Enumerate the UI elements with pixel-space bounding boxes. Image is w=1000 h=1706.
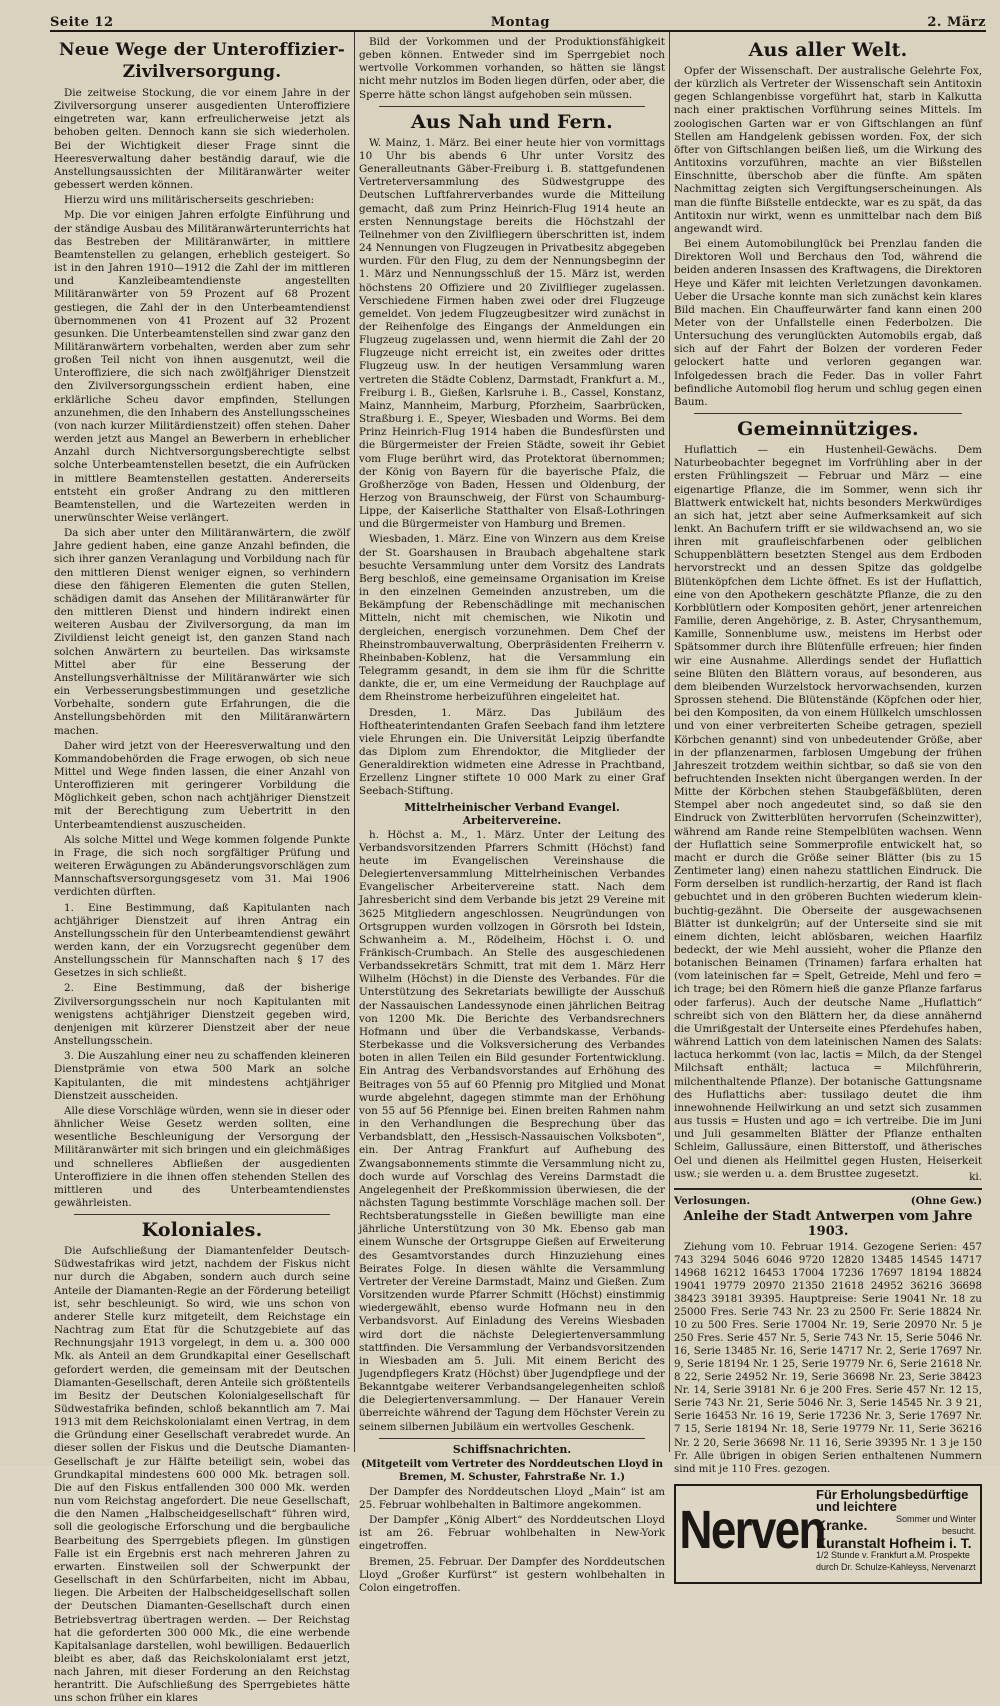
divider [674,1188,982,1190]
subheading-note: (Mitgeteilt vom Vertreter des Norddeutschen Lloyd in Bremen, M. Schuster, Fahrstraße Nr. 1.) [361,1458,663,1483]
paragraph: Die Aufschließung der Diamantenfelder Deutsch-Südwestafrikas wird jetzt, nachdem der Fiskus nicht nur durch die Abgaben, sondern auch durch seine Anteile der Diamanten-Regie an der Förderung beteiligt ist, sehr beschleunigt. So wird, wie uns schon von anderer Stelle kurz mitgeteilt, dem Reichstage ein Nachtrag zum Etat für die Schutzgebiete auf das Rechnungsjahr 1913 vorgelegt, in dem u. a. 300 000 Mk. als Anteil an dem Grundkapital einer Gesellschaft gefordert werden, die gemeinsam mit der Deutschen Diamanten-Gesellschaft, deren Anteile sich größtenteils im Besitz der Deutschen Kolonialgesellschaft für Südwestafrika befinden, schloß bekanntlich am 7. Mai 1913 mit dem Reichskolonialamt einen Vertrag, in dem die Gründung einer Gesellschaft verabredet wurde. An dieser sollen der Fiskus und die Deutsche Diamanten-Gesellschaft je zur Hälfte beteiligt sein, wobei das Grundkapital mindestens 600 000 Mk. betragen soll. Die auf den Fiskus entfallenden 300 000 Mk. werden nun vom Reichstag angefordert. Die neue Gesellschaft, die den Namen „Halbscheidgesellschaft“ führen wird, soll die geologische Erforschung und die bergbauliche Bearbeitung des Sperrgebiets pflegen. Im günstigen Falle ist ein Ergebnis erst nach mehreren Jahren zu erwarten. Einstweilen soll der Schwerpunkt der Gesellschaft in den Schürfarbeiten, nicht im Abbau, liegen. Die Arbeiten der Halbscheidgesellschaft sollen der Deutschen Diamanten-Gesellschaft durch einen Betriebsvertrag übertragen werden. — Der Reichstag hat die geforderten 300 000 Mk., die eine werbende Kapitalsanlage darstellen, wohl bewilligen. Bedauerlich bleibt es aber, daß das Reichskolonialamt erst jetzt, nach Jahren, mit dieser Forderung an den Reichstag herantritt. Die Aufschließung des Sperrgebietes hätte uns schon früher ein klares [54,1245,350,1705]
ad-line: Kuranstalt Hofheim i. T. [816,1534,972,1551]
paragraph: Dresden, 1. März. Das Jubiläum des Hoftheaterintendanten Grafen Seebach fand ihm letztere viele Ehrungen ein. Die Universität Leipzig überfandte das Diplom zum Ehrendoktor, die Mitglieder der Generaldirektion widmeten eine Adresse in Prachtband, Erzellenz Lingner stiftete 10 000 Mark zu einer Graf Seebach-Stiftung. [359,706,665,798]
subheading: Schiffsnachrichten. [452,1442,572,1456]
section-title: Aus aller Welt. [748,39,908,61]
paragraph: Die zeitweise Stockung, die vor einem Jahre in der Zivilversorgung unserer ausgedienten Unteroffiziere eingetreten war, kann erfreulicherweise jetzt als behoben gelten. Dennoch kann sie sich wiederholen. Bei der Wichtigkeit dieser Frage sinnt die Heeresverwaltung daher beständig darauf, wie die Anstellungsaussichten der Militäranwärter weiter gebessert werden können. [54,87,350,192]
divider [379,106,645,107]
paragraph: W. Mainz, 1. März. Bei einer heute hier von vormittags 10 Uhr bis abends 6 Uhr unter Vorsitz des Generalleutnants Gäber-Freiburg i. B. stattgefundenen Vertreterversammlung des Südwestgruppe des Deutschen Luftfahrerverbandes wurde die Mitteilung gemacht, daß zum Prinz Heinrich-Flug 1914 heute an ersten Nennungstage bereits die Höchstzahl der Teilnehmer von den Zivilfliegern überschritten ist, indem 24 Nennungen von Flugzeugen in Privatbesitz abgegeben wurden. Für den Flug, zu dem der Nennungsbeginn der 1. März und Nennungsschluß der 15. März ist, werden höchstens 20 Offiziere und 20 Zivilflieger zugelassen. Verschiedene Firmen haben zwei oder drei Flugzeuge gemeldet. Von jedem Flugzeugbesitzer wird zunächst in der Reihenfolge des Eingangs der Anmeldungen ein Flugzeug zugelassen und, wenn hiermit die Zahl der 20 Flugzeuge nicht erreicht ist, ein zweites oder drittes Flugzeug usw. In der heutigen Versammlung waren vertreten die Städte Coblenz, Darmstadt, Frankfurt a. M., Freiburg i. B., Gießen, Karlsruhe i. B., Cassel, Konstanz, Mainz, Mannheim, Marburg, Pforzheim, Saarbrücken, Straßburg i. E., Speyer, Wiesbaden und Worms. Bei dem Prinz Heinrich-Flug 1914 haben die Bundesfürsten und die Bürgermeister der Freien Städte, soweit ihr Gebiet vom Fluge berührt wird, das Protektorat übernommen; der König von Bayern für die bayerische Pfalz, die Großherzöge von Baden, Hessen und Oldenburg, der Herzog von Braunschweig, der Fürst von Schaumburg-Lippe, der Kaiserliche Statthalter von Elsaß-Lothringen und die Bürgermeister von Hamburg und Bremen. [359,136,665,531]
paragraph: Mp. Die vor einigen Jahren erfolgte Einführung und der ständige Ausbau des Militäranwärterunterrichts hat das Bestreben der Militäranwärter, in mittlere Beamtenstellen zu gelangen, erheblich gesteigert. So ist in den Jahren 1910—1912 die Zahl der im mittleren und Kanzleibeamtendienste angestellten Militäranwärter von 59 Prozent auf 68 Prozent gestiegen, die Zahl der in den Unterbeamtendienst übernommenen von 41 Prozent auf 32 Prozent gesunken. Die Unterbeamtenstellen sind zwar ganz den Militäranwärtern vorbehalten, werden aber zum sehr großen Teil nicht von ihnen ausgenutzt, weil die Unteroffiziere, die sich nach zwölfjähriger Dienstzeit den Zivilversorgungsschein erdient haben, eine erklärliche Scheu davor empfinden, Stellungen anzunehmen, die den Inhabern des Anstellungsscheines (von nach kurzer Militärdienstzeit) offen stehen. Daher werden jetzt aus Mangel an Bewerbern in erheblicher Anzahl durch Nichtversorgungsberechtigte selbst solche Unterbeamtenstellen besetzt, die ein Aufrücken in mittlere Beamtenstellen gestatten. Andererseits entsteht ein großer Andrang zu den mittleren Beamtenstellen, und die Wartezeiten werden in unerwünschter Weise verlängert. [54,209,350,524]
continued-text: Bild der Vorkommen und der Produktionsfähigkeit geben können. Entweder sind im Sperrgebiet noch wertvolle Vorkommen vorhanden, so hätten sie längst nicht mehr nutzlos im Boden liegen dürfen, oder aber, die Sperre hätte schon längst aufgehoben sein müssen. [359,36,665,101]
ad-line: 1/2 Stunde v. Frankfurt a.M. Prospekte [816,1549,970,1560]
lottery-title: Anleihe der Stadt Antwerpen vom Jahre 1903. [683,1208,973,1239]
divider [694,413,962,414]
divider [379,1438,645,1439]
ad-headline: Nerven [679,1499,825,1560]
section-body [54,1245,350,1705]
paragraph: 3. Die Auszahlung einer neu zu schaffenden kleineren Dienstprämie von etwa 500 Mark an solche Kapitulanten, die mit mindestens achtjähriger Dienstzeit ausscheiden. [54,1050,350,1102]
section-title: Koloniales. [141,1219,263,1242]
page-header [50,4,986,32]
lottery-header [674,1195,982,1207]
paragraph: Daher wird jetzt von der Heeresverwaltung und den Kommandobehörden die Frage erwogen, ob sich neue Mittel und Wege finden lassen, die einer Anzahl von Unteroffizieren mit geringerer Vorbildung die Möglichkeit geben, schon nach achtjähriger Dienstzeit mit der Berechtigung zum Uebertritt in den Unterbeamtendienst auszuscheiden. [54,739,350,831]
ad-line: Für Erholungsbedürftige und leichtere [816,1486,969,1514]
section-title: Aus Nah und Fern. [411,110,613,133]
paragraph: Hierzu wird uns militärischerseits geschrieben: [64,194,315,207]
paragraph: Alle diese Vorschläge würden, wenn sie in dieser oder ähnlicher Weise Gesetz werden sollten, eine wesentliche Beschleunigung der Versorgung der Militäranwärter mit sich bringen und ein gleichmäßiges und schnelleres Abfließen der ausgedienten Unteroffiziere in die ihnen offen stehenden Stellen des mittleren und des Unterbeamtendienstes gewährleisten. [54,1104,350,1209]
signature: ki. [969,1170,982,1183]
section-body [674,444,982,1181]
lottery-label: Verlosungen. [674,1194,751,1207]
date: 2. März [927,15,986,30]
lottery-results: Ziehung vom 10. Februar 1914. Gezogene Serien: 457 743 3294 5046 6046 9720 12820 13485 14545 14717 14968 16212 16453 17004 17236 17697 18194 18824 19041 19779 20970 21350 21618 24952 36216 36698 38423 39181 39395. Hauptpreise: Serie 19041 Nr. 18 zu 25000 Fres. Serie 743 Nr. 23 zu 2500 Fr. Serie 18824 Nr. 10 zu 500 Fres. Serie 17004 Nr. 19, Serie 20970 Nr. 5 je 250 Fres. Serie 457 Nr. 5, Serie 743 Nr. 15, Serie 5046 Nr. 16, Serie 13485 Nr. 16, Serie 14717 Nr. 2, Serie 17697 Nr. 9, Serie 18194 Nr. 1 25, Serie 19779 Nr. 6, Serie 21618 Nr. 8 22, Serie 24952 Nr. 19, Serie 36698 Nr. 23, Serie 38423 Nr. 14, Serie 39181 Nr. 6 je 200 Fres. Serie 457 Nr. 12 15, Serie 743 Nr. 21, Serie 5046 Nr. 3, Serie 14545 Nr. 3 9 21, Serie 16453 Nr. 16 19, Serie 17236 Nr. 3, Serie 17697 Nr. 7 15, Serie 18194 Nr. 18, Serie 19779 Nr. 11, Serie 36216 Nr. 2 20, Serie 36698 Nr. 11 16, Serie 39395 Nr. 1 3 je 150 Fr. Alle übrigen in obigen Serien enthaltenen Nummern sind mit je 110 Fres. gezogen. [674,1241,982,1475]
paragraph: Wiesbaden, 1. März. Eine von Winzern aus dem Kreise der St. Goarshausen in Braubach abgehaltene stark besuchte Versammlung unter dem Vorsitz des Landrats Berg beschloß, eine gemeinsame Organisation im Kreise in den einzelnen Gemeinden anzustreben, um die Bekämpfung der Rebenschädlinge mit mechanischen Mitteln, nicht mit chemischen, wie Nikotin und dergleichen, energisch vorzunehmen. Dem Chef der Rheinstrombauverwaltung, Oberpräsidenten Freiherrn v. Rheinbaben-Koblenz, hat die Versammlung ein Telegramm gesandt, in dem sie ihm für die Schritte dankte, die er, um eine Vermeidung der Rauchplage auf dem Rheinstrome herbeizuführen eingeleitet hat. [359,533,665,704]
paragraph: Der Dampfer des Norddeutschen Lloyd „Main“ ist am 25. Februar wohlbehalten in Baltimore angekommen. [359,1485,665,1511]
paragraph: 1. Eine Bestimmung, daß Kapitulanten nach achtjähriger Dienstzeit auf ihren Antrag ein Anstellungsschein für den Unterbeamtendienst gewährt werden kann, der ein Vorzugsrecht gegenüber dem Anstellungsschein für Mannschaften nach § 17 des Gesetzes in sich schließt. [54,901,350,980]
ad-text [816,1486,980,1582]
ad-line: Kranke. [816,1516,868,1533]
paragraph: Der Dampfer „König Albert“ des Norddeutschen Lloyd ist am 26. Februar wohlbehalten in New-York eingetroffen. [359,1514,665,1553]
column-3 [670,32,986,1572]
section-title: Gemeinnütziges. [737,418,919,441]
paragraph: 2. Eine Bestimmung, daß der bisherige Zivilversorgungsschein nur noch Kapitulanten mit wenigstens achtjähriger Dienstzeit gegeben wird, denjenigen mit kürzerer Dienstzeit aber der neue Anstellungsschein. [54,982,350,1048]
paragraph: Opfer der Wissenschaft. Der australische Gelehrte Fox, der kürzlich als Vertreter der Wissenschaft sein Antitoxin gegen Schlangenbisse vorgeführt hat, starb in Kalkutta nach einer praktischen Vorführung seines Mittels. Im zoologischen Garten war er von Giftschlangen an fünf Stellen am Handgelenk gebissen worden. Fox, der sich öfter von Giftschlangen beißen ließ, um die Wirkung des Antitoxins vorzuführen, machte an vier Bißstellen Einschnitte, überschob aber die fünfte. Am späten Nachmittag zeigten sich Vergiftungserscheinungen. Als man die fünfte Bißstelle entdeckte, war es zu spät, da das Antitoxin nur wirkt, wenn es unmittelbar nach dem Biß angewandt wird. [674,65,982,235]
paragraph: Bremen, 25. Februar. Der Dampfer des Norddeutschen Lloyd „Großer Kurfürst“ ist gestern wohlbehalten in Colon eingetroffen. [359,1555,665,1594]
section-body [674,65,982,409]
section-body [359,1486,665,1595]
section-body [359,829,665,1434]
lottery-note: (Ohne Gew.) [910,1194,982,1207]
paragraph: Da sich aber unter den Militäranwärtern, die zwölf Jahre gedient haben, eine ganze Anzahl befinden, die sich ihrer ganzen Veranlagung und Vorbildung nach für den mittleren Dienst weniger eignen, so verhindern diese den fähigeren Elementen die guten Stellen, schädigen damit das Ansehen der Militäranwärter für den mittleren Dienst und hindern indirekt einen weiteren Ausbau der Zivilversorgung, da man im Zivildienst leicht geneigt ist, den ganzen Stand nach solchen Anwärtern zu beurteilen. Das wirksamste Mittel aber für eine Besserung der Anstellungsverhältnisse der Militäranwärter wie sich ein Verbesserungsbestimmungen und gesetzliche Vorbehalte, sondern gute Erfahrungen, die die Anstellungsbehörden mit den Militäranwärtern machen. [54,527,350,737]
columns [50,32,986,1705]
weekday: Montag [490,15,550,30]
ad-line: Sommer und Winter besucht. [895,1513,976,1536]
subheading: Mittelrheinischer Verband Evangel. Arbeitervereine. [404,800,620,827]
article-title: Neue Wege der Unteroffizier-Zivilversorgung. [59,40,345,82]
section-body [359,137,665,799]
page-number: Seite 12 [50,15,114,30]
paragraph: Bei einem Automobilunglück bei Prenzlau fanden die Direktoren Woll und Berchaus den Tod, während die beiden anderen Insassen des Kraftwagens, die Direktoren Heye und Käfer mit leichten Verletzungen davonkamen. Ueber die Ursache konnte man sich zunächst kein klares Bild machen. Ein Chauffeurwärter fand kann einen 200 Meter von der Unfallstelle einen Federbolzen. Die Untersuchung des verunglückten Automobils ergab, daß sich auf der Fahrt der Bolzen der vorderen Feder gelockert hatte und verloren gegangen war. Infolgedessen brach die Feder. Das in voller Fahrt befindliche Automobil flog herum und schlug gegen einen Baum. [674,238,982,408]
article-body [54,87,350,1210]
divider [74,1214,330,1215]
paragraph: Huflattich — ein Hustenheil-Gewächs. Dem Naturbeobachter begegnet im Vorfrühling aber in der ersten Frühlingszeit — Februar und März — eine eigenartige Pflanze, die im Sommer, wenn sich ihr Blattwerk entwickelt hat, nichts besonders Merkwürdiges an sich hat, jetzt aber seine Aufmerksamkeit auf sich lenkt. An Bachufern trifft er sie wildwachsend an, wo sie ihren mit graufleischfarbenen oder gelblichen Schuppenblättern besetzten Stengel aus dem Erdboden hervorstreckt und an dessen Spitze das goldgelbe Blütenköpfchen dem Lichte öffnet. Es ist der Huflattich, eine von den Apothekern geschätzte Pflanze, die zu den Korbblütlern oder Kompositen gehört, jener artenreichen Familie, deren Angehörige, z. B. Aster, Chrysanthemum, Kamille, Sonnenblume usw., meistens im Herbst oder Spätsommer durch ihre Blütenfülle erfreuen; hier finden wir eine Ausnahme. Allerdings sendet der Huflattich seine Blüten den Blättern voraus, auf besonderen, aus dem bleibenden Wurzelstock hervorwachsenden, kurzen Sprossen stehend. Die Blütenstände (Köpfchen oder hier, bei den Kompositen, da von einem Hüllkelch umschlossen und von einer verbreiterten Scheibe getragen, speziell Körbchen genannt) sind von unbedeutender Größe, aber in der pflanzenarmen, farblosen Umgebung der frühen Jahreszeit trotzdem weithin sichtbar, so daß sie von den befruchtenden Insekten nicht übergangen werden. In der Mitte der Körbchen stehen Staubgefäßblüten, deren Stempel aber noch angedeutet sind, so daß sie den Eindruck von Zwitterblüten hervorrufen (Scheinzwitter), während am Rande reine Stempelblüten wachsen. Wenn der Huflattich seine Sommerprofile entwickelt hat, so macht er durch die Größe seiner Blätter (bis zu 15 Zentimeter lang) einen nahezu stattlichen Eindruck. Die Form derselben ist rundlich-herzartig, der Rand ist flach gebuchtet und in den gröberen Buchten wiederum klein-buchtig-gezähnt. Die Oberseite der ausgewachsenen Blätter ist dunkelgrün; auf der Unterseite sind sie mit einem dichten, leicht ablösbaren, weichen Haarfilz bedeckt, der wie Mehl aussieht, woher die Pflanze den botanischen Beinamen (Trinamen) farfara erhalten hat (vom lateinischen far = Spelt, Getreide, Mehl und fero = ich trage; bei den Römern hieß die ganze Pflanze farfarus oder farferus). Auch der deutsche Name „Huflattich“ schreibt sich von den Blättern her, da diese annähernd die Umrißgestalt der Unterseite eines Pferdehufes haben, während Lattich von dem lateinischen Namen des Salats: lactuca herkommt (von lac, lactis = Milch, da der Stengel Milchsaft enthält; lactuca = Milchführerin, milchenthaltende Pflanze). Der botanische Gattungsname des Huflattichs aber: tussilago deutet die ihm innewohnende Heilwirkung an und setzt sich zusammen aus tussis = Husten und ago = ich vertreibe. Die im Juni und Juli gesammelten Blätter der Pflanze enthalten Schleim, Gallussäure, einen Bitterstoff, und ätherisches Oel und dienen als Heilmittel gegen Husten, Heiserkeit usw.; sie werden u. a. dem Brusttee zugesetzt. [674,444,982,1180]
ad-line: durch Dr. Schulze-Kahleyss, Nervenarzt [816,1561,976,1572]
paragraph: Als solche Mittel und Wege kommen folgende Punkte in Frage, die sich noch sorgfältiger Prüfung und weiteren Erwägungen zu Abänderungsvorschlägen zum Mannschaftsversorgungsgesetz vom 31. Mai 1906 verdichten dürften. [54,833,350,899]
ad-row [816,1513,976,1537]
paragraph: h. Höchst a. M., 1. März. Unter der Leitung des Verbandsvorsitzenden Pfarrers Schmitt (Höchst) fand heute im Evangelischen Vereinshause die Delegiertenversammlung Mittelrheinischen Verbandes Evangelischer Arbeitervereine statt. Nach dem Jahresbericht sind dem Verbande bis jetzt 29 Vereine mit 3625 Mitgliedern angeschlossen. Neugründungen von Ortsgruppen wurden vollzogen in Görsroth bei Idstein, Schwanheim a. M., Rödelheim, Höchst i. O. und Fränkisch-Crumbach. An Stelle des ausgeschiedenen Verbandssekretärs Schmitt, trat mit dem 1. März Herr Wilhelm (Höchst) in die Dienste des Verbandes. Für die Unterstützung des Sekretariats bewilligte der Ausschuß der Nassauischen Landessynode einen jährlichen Beitrag von 1200 Mk. Die Berichte des Verbandsrechners Hofmann und über die Verbandskasse, Verbands-Sterbekasse und die Volksversicherung des Verbandes boten in allen Teilen ein Bild gesunder Fortentwicklung. Ein Antrag des Verbandsvorstandes auf Erhöhung des Beitrages von 55 auf 60 Pfennig pro Mitglied und Monat wurde abgelehnt, dagegen stimmte man der Erhöhung von 55 auf 56 Pfennige bei. Einen breiten Rahmen nahm in den Verhandlungen die Besprechung über das Verbandsblatt, den „Hessisch-Nassauischen Volksboten“, ein. Der Antrag Frankfurt auf Aufhebung des Zwangsabonnements stimmte die Versammlung nicht zu, doch wurde auf Vorschlag des Vereins Darmstadt die Angelegenheit der Preßkommission überwiesen, die der nächsten Tagung bestimmte Vorschläge machen soll. Der Rechtsberatungsstelle in Gießen bewilligte man eine jährliche Unterstützung von 30 Mk. Ebenso gab man einem Wunsche der Ortsgruppe Gießen auf Erweiterung des Gesamtvorstandes durch Hinzuziehung eines Beirates Folge. In diesen wählte die Versammlung Vertreter der Vereine Darmstadt, Mainz und Gießen. Zum Vorsitzenden wurde Pfarrer Schmitt (Höchst) einstimmig wiedergewählt, ebenso wurde Hofmann neu in den Verbandsvorst. Auf Einladung des Vereins Wiesbaden wird dort die nächste Delegiertenversammlung stattfinden. Die Versammlung der Verbandsvorsitzenden in Wiesbaden am 5. Juli. Mit einem Bericht des Jugendpflegers Kratz (Höchst) über Jugendpflege und der Bekanntgabe weiterer Verbandsangelegenheiten schloß die Delegiertenversammlung. — Der Hanauer Verein überreichte während der Tagung dem Höchster Verein zu seinem silbernen Jubiläum ein wertvolles Geschenk. [359,828,665,1433]
advertisement [674,1484,982,1584]
column-1 [50,32,355,1705]
column-2 [355,32,670,1594]
